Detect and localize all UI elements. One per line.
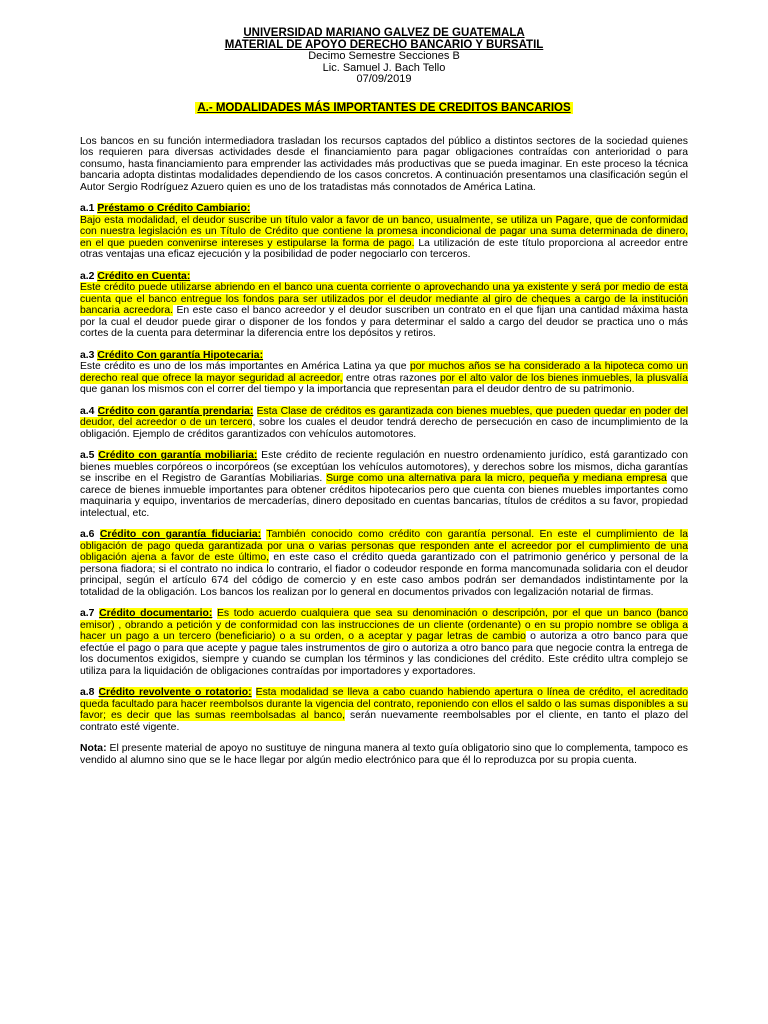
section-a5-text-1: Este crédito de reciente regulación en nuestro ordenamiento jurídico, está garantizado con bienes muebles corpóreos o incorpóreos (se exceptúan los vehículos automotores), y derechos sobre los mismos, dicha garantías se inscribe en el Registro de Garantías Mobiliarias. — [80, 450, 688, 484]
section-a3-heading: Crédito Con garantía Hipotecaria: — [97, 349, 264, 361]
section-a5 — [80, 450, 688, 519]
section-a1 — [80, 203, 688, 261]
note-text: El presente material de apoyo no sustituye de ninguna manera al texto guía obligatorio sino que lo complementa, tampoco es vendido al alumno sino que se le hace llegar por algún medio electrónico para que él lo reproduzca por su propia cuenta. — [80, 743, 688, 766]
section-a8 — [80, 687, 688, 733]
section-a7 — [80, 608, 688, 677]
intro-paragraph: Los bancos en su función intermediadora trasladan los recursos captados del público a distintos sectores de la sociedad quienes los requieren para diversas actividades desde el financiamiento para pagar obligaciones contraídas con anterioridad o para consumo, hasta financiamiento para emprender las actividades más productivas que se pueda imaginar. En este proceso la técnica bancaria adopta distintas modalidades dependiendo de los casos concretos. A continuación presentamos una clasificación según el Autor Sergio Rodríguez Azuero quien es uno de los tratadistas más connotados de América Latina. — [80, 135, 688, 193]
section-a4-highlight: Esta Clase de créditos es garantizada con bienes muebles, que pueden quedar en poder del deudor, del acreedor o de un tercero — [80, 405, 689, 428]
section-a8-highlight: Esta modalidad se lleva a cabo cuando habiendo apertura o línea de crédito, el acreditado queda facultado para hacer reembolsos durante la vigencia del contrato, reponiendo con ellos el saldo o las sumas disponibles a su favor; es decir que las sumas reembolsadas al banco, — [80, 687, 688, 721]
section-a2 — [80, 271, 688, 340]
date-line: 07/09/2019 — [356, 73, 412, 85]
document-body — [80, 136, 688, 767]
section-a6 — [80, 529, 688, 598]
section-a5-highlight: Surge como una alternativa para la micro, pequeña y mediana empresa — [326, 473, 667, 484]
section-a6-text: en este caso el crédito queda garantizado con el patrimonio genérico y personal de la persona fiadora; si el contrato no indica lo contrario, el fiador o codeudor responde en forma mancomunada solidaria con el deudor principal, según el artículo 674 del código de comercio y en este caso ambos podrán ser demandados indistintamente por la totalidad de la obligación. Los bancos los realizan por lo general en documentos privados con legalización notarial de firmas. — [80, 552, 688, 598]
section-a8-number: a.8 — [80, 687, 95, 698]
section-a5-number: a.5 — [80, 450, 95, 461]
section-a8-text: serán nuevamente reembolsables por el cliente, en tanto el plazo del contrato esté vigente. — [80, 710, 688, 733]
note-label: Nota: — [80, 743, 107, 754]
section-a7-text: o autoriza a otro banco para que efectúe el pago o para que acepte y pague tales instrumentos de giro o autoriza a otro banco para que negocie contra la entrega de los documentos exigidos, siempre y cuando se cumplan los términos y las condiciones del crédito. Este crédito ultra complejo se utiliza para la liquidación de obligaciones contraídas por importadores y exportadores. — [80, 631, 688, 677]
section-a3-text-3: que ganan los mismos con el correr del tiempo y la importancia que representan para el deudor dentro de su patrimonio. — [80, 384, 635, 395]
section-a1-highlight: Bajo esta modalidad, el deudor suscribe un título valor a favor de un banco, usualmente, se utiliza un Pagare, que de conformidad con nuestra legislación es un Título de Crédito que contiene la promesa incondicional de pagar una suma determinada de dinero, en el que pueden convenirse intereses y estipularse la forma de pago. — [80, 214, 688, 249]
section-a5-heading: Crédito con garantía mobiliaria: — [98, 450, 258, 461]
section-a3-text-2: entre otras razones — [342, 372, 440, 384]
university-name: UNIVERSIDAD MARIANO GALVEZ DE GUATEMALA — [243, 27, 525, 39]
professor-line: Lic. Samuel J. Bach Tello — [322, 61, 446, 74]
note-paragraph — [80, 743, 688, 766]
section-a7-number: a.7 — [80, 608, 95, 619]
section-a8-heading: Crédito revolvente o rotatorio: — [98, 687, 252, 698]
document-title — [80, 102, 688, 114]
section-a4-text: , sobre los cuales el deudor tendrá derecho de persecución en caso de incumplimiento de la obligación. Ejemplo de créditos garantizados con vehículos automotores. — [80, 417, 688, 440]
section-a1-heading: Préstamo o Crédito Cambiario: — [97, 203, 251, 214]
section-a7-heading: Crédito documentario: — [99, 608, 213, 619]
document-title-text: A.- MODALIDADES MÁS IMPORTANTES DE CREDITOS BANCARIOS — [197, 101, 571, 114]
section-a6-highlight: También conocido como crédito con garantía personal. En este el cumplimiento de la obligación de pago queda garantizada por una o varias personas que responden ante el acreedor por el cumplimiento de una obligación ajena a favor de este último, — [80, 529, 688, 563]
section-a1-number: a.1 — [80, 203, 95, 214]
section-a3-text-1: Este crédito es uno de los más importantes en América Latina ya que — [80, 361, 410, 372]
section-a3 — [80, 350, 688, 396]
section-a7-highlight: Es todo acuerdo cualquiera que sea su denominación o descripción, por el que un banco (banco emisor) , obrando a petición y de conformidad con las instrucciones de un cliente (ordenante) o en su propio nombre se obliga a hacer un pago a un tercero (beneficiario) o a su orden, o a aceptar y pagar letras de cambio — [80, 608, 688, 642]
section-a6-heading: Crédito con garantía fiduciaria: — [99, 529, 262, 540]
section-a2-text: En este caso el banco acreedor y el deudor suscriben un contrato en el que fijan una cantidad máxima hasta por la cual el deudor puede girar o disponer de los fondos y para determinar el saldo a cargo del deudor se practica uno o más cortes de la cuenta para determinar la diferencia entre los depósitos y retiros. — [80, 305, 688, 339]
section-a2-number: a.2 — [80, 270, 95, 282]
section-a3-highlight-2: por el alto valor de los bienes inmuebles, la plusvalía — [439, 372, 689, 384]
section-a3-highlight-1: por muchos años se ha considerado a la hipoteca como un derecho real que ofrece la mayor seguridad al acreedor, — [80, 361, 688, 384]
section-a2-heading: Crédito en Cuenta: — [97, 270, 191, 282]
section-a4-number: a.4 — [80, 405, 95, 417]
course-name: MATERIAL DE APOYO DERECHO BANCARIO Y BURSATIL — [224, 38, 544, 51]
section-a4 — [80, 406, 688, 441]
section-a1-text: La utilización de este título proporciona al acreedor entre otras ventajas una eficaz ejecución y la posibilidad de poder negociarlo con terceros. — [80, 237, 688, 260]
section-a5-text-2: que carece de bienes inmueble importantes para obtener créditos hipotecarios pero que cuenta con bienes muebles importantes como maquinaria y equipo, inventarios de mercaderías, dinero depositado en cuentas bancarias, títulos de créditos a su favor, propiedad intelectual, etc. — [80, 473, 688, 519]
section-a2-highlight: Este crédito puede utilizarse abriendo en el banco una cuenta corriente o aprovechando una ya existente y será por medio de esta cuenta que el banco entregue los fondos para ser utilizados por el deudor mediante al giro de cheques a cargo de la institución bancaria acreedora. — [80, 282, 688, 316]
section-a3-number: a.3 — [80, 349, 95, 361]
section-a6-number: a.6 — [80, 529, 95, 540]
semester-line: Decimo Semestre Secciones B — [308, 50, 460, 62]
document-header — [80, 28, 688, 86]
section-a4-heading: Crédito con garantía prendaria: — [97, 405, 254, 417]
